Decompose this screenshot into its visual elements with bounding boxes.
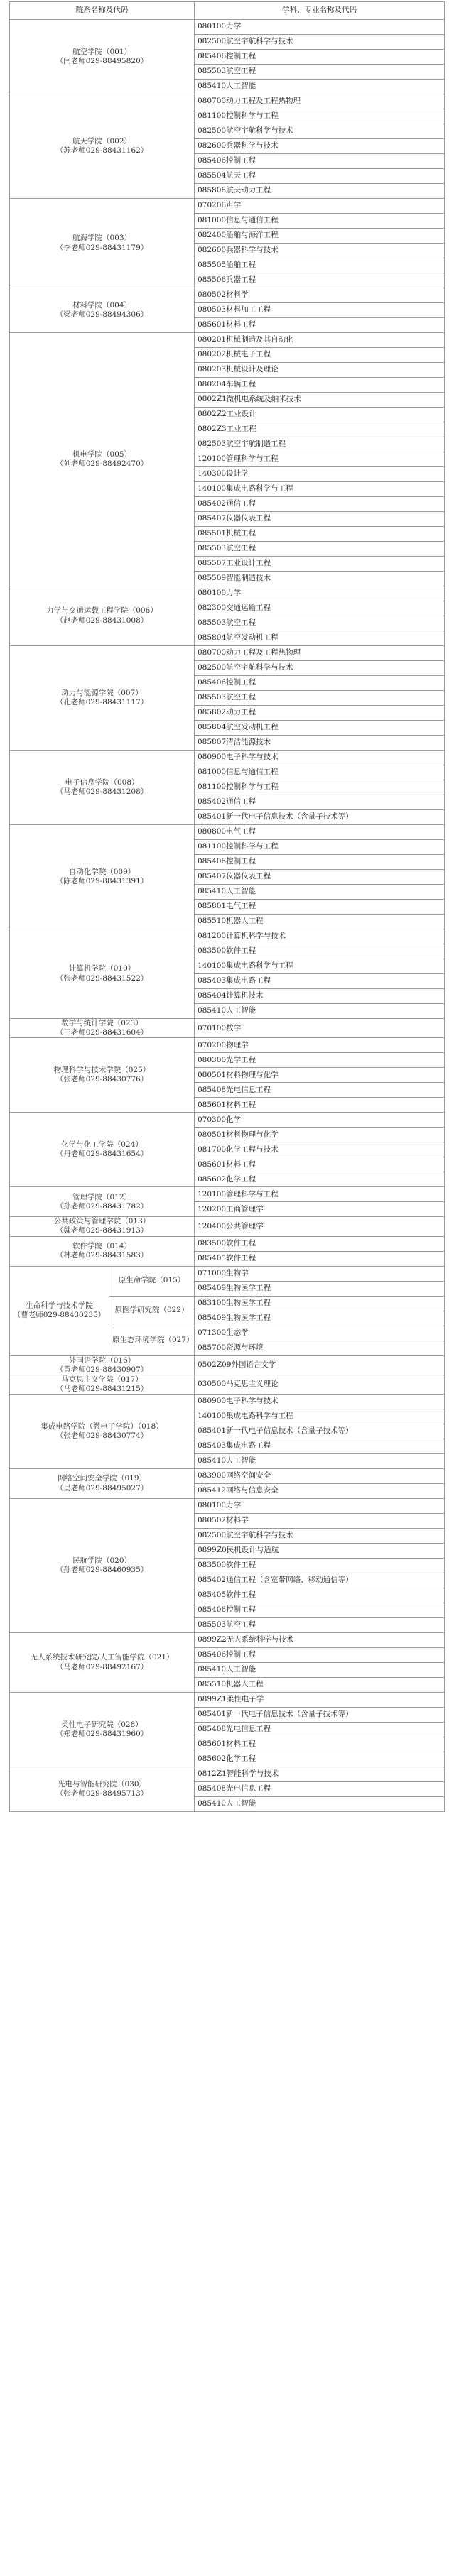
- department-cell: [10, 751, 195, 825]
- department-contact: （梁老师029-88494306）: [55, 310, 148, 319]
- department-cell: [10, 288, 195, 333]
- major-cell: 070206声学: [195, 199, 445, 214]
- table-row: [10, 1375, 445, 1394]
- header-department: 院系名称及代码: [10, 2, 195, 20]
- major-cell: 085602化学工程: [195, 1752, 445, 1767]
- department-name: 马克思主义学院（017）: [61, 1375, 143, 1384]
- table-row: [10, 288, 445, 303]
- major-cell: 085402通信工程（含宽带网络、移动通信等）: [195, 1573, 445, 1588]
- department-name: 计算机学院（010）: [68, 964, 136, 973]
- major-cell: 085404计算机技术: [195, 989, 445, 1004]
- department-cell: [10, 646, 195, 751]
- table-row: [10, 1633, 445, 1648]
- department-cell: [10, 199, 195, 288]
- department-cell: [10, 1019, 195, 1038]
- department-contact: （孙老师029-88431782）: [55, 1201, 148, 1211]
- header-major: 学科、专业名称及代码: [195, 2, 445, 20]
- major-cell: 085407仪器仪表工程: [195, 870, 445, 885]
- table-row: [10, 1469, 445, 1484]
- major-cell: 030500马克思主义理论: [195, 1375, 445, 1394]
- department-name: 航海学院（003）: [72, 234, 132, 243]
- major-cell: 080100力学: [195, 20, 445, 35]
- major-cell: 080501材料物理与化学: [195, 1068, 445, 1083]
- department-cell: [10, 94, 195, 199]
- major-cell: 085403集成电路工程: [195, 1439, 445, 1454]
- major-cell: 081100控制科学与工程: [195, 780, 445, 795]
- table-row: [10, 586, 445, 601]
- major-cell: 0502Z09外国语言文学: [195, 1355, 445, 1375]
- department-cell: [10, 333, 195, 586]
- major-cell: 085401新一代电子信息技术（含量子技术等）: [195, 1708, 445, 1723]
- table-row: [10, 333, 445, 348]
- major-cell: 080503材料加工工程: [195, 303, 445, 318]
- major-cell: 081000信息与通信工程: [195, 765, 445, 780]
- department-contact: （马老师029-88431215）: [55, 1384, 148, 1393]
- table-row: [10, 1266, 445, 1281]
- major-cell: 082503航空宇航制造工程: [195, 437, 445, 452]
- major-cell: 085408光电信息工程: [195, 1083, 445, 1098]
- table-row: [10, 1236, 445, 1251]
- department-cell: [10, 1113, 195, 1187]
- major-cell: 085503航空工程: [195, 542, 445, 557]
- major-cell: 0802Z1微机电系统及纳米技术: [195, 393, 445, 408]
- major-cell: 083500软件工程: [195, 1236, 445, 1251]
- major-cell: 085402通信工程: [195, 497, 445, 512]
- department-name: 动力与能源学院（007）: [61, 688, 143, 697]
- major-cell: 085506兵器工程: [195, 273, 445, 288]
- major-cell: 085408光电信息工程: [195, 1782, 445, 1797]
- major-cell: 085410人工智能: [195, 1663, 445, 1678]
- major-cell: 081700化学工程与技术: [195, 1142, 445, 1157]
- department-contact: （郑老师029-88431960）: [55, 1730, 148, 1738]
- department-name: 集成电路学院（微电子学院）（018）: [40, 1421, 163, 1431]
- department-name: 电子信息学院（008）: [65, 777, 139, 787]
- major-cell: 071300生态学: [195, 1326, 445, 1341]
- department-cell: [10, 1187, 195, 1217]
- department-cell: [10, 1693, 195, 1767]
- major-cell: 080501材料物理与化学: [195, 1128, 445, 1142]
- major-cell: 085401新一代电子信息技术（含量子技术等）: [195, 1424, 445, 1439]
- table-header-row: [10, 2, 445, 20]
- major-cell: 085503航空工程: [195, 1618, 445, 1633]
- major-cell: 083500软件工程: [195, 944, 445, 959]
- major-cell: 080800电气工程: [195, 825, 445, 840]
- department-name: 公共政策与管理学院（013）: [53, 1217, 151, 1226]
- major-cell: 085412网络与信息安全: [195, 1484, 445, 1499]
- table-row: [10, 1693, 445, 1708]
- major-cell: 070200物理学: [195, 1038, 445, 1053]
- department-name: 无人系统技术研究院/人工智能学院（021）: [30, 1653, 174, 1662]
- major-cell: 080100力学: [195, 586, 445, 601]
- major-cell: 085405软件工程: [195, 1588, 445, 1603]
- major-cell: 140100集成电路科学与工程: [195, 482, 445, 497]
- department-cell: [10, 1217, 195, 1236]
- major-cell: 071000生物学: [195, 1266, 445, 1281]
- department-name: 柔性电子研究院（028）: [61, 1720, 143, 1729]
- major-cell: 070100数学: [195, 1019, 445, 1038]
- major-cell: 082600兵器科学与技术: [195, 244, 445, 258]
- department-name: 材料学院（004）: [72, 300, 132, 310]
- department-contact: （闫老师029-88495820）: [55, 57, 148, 65]
- department-contact: （魏老师029-88431913）: [55, 1226, 148, 1235]
- major-cell: 082300交通运输工程: [195, 601, 445, 616]
- major-cell: 082600兵器科学与技术: [195, 139, 445, 154]
- major-cell: 085406控制工程: [195, 50, 445, 65]
- table-row: [10, 1019, 445, 1038]
- department-name: 航空学院（001）: [72, 47, 132, 56]
- major-cell: 070300化学: [195, 1113, 445, 1128]
- major-cell: 0899Z1柔性电子学: [195, 1693, 445, 1708]
- major-cell: 083100生物医学工程: [195, 1296, 445, 1311]
- department-contact: （张老师029-88430776）: [55, 1075, 148, 1084]
- major-cell: 085403集成电路工程: [195, 974, 445, 989]
- table-row: [10, 199, 445, 214]
- major-cell: 085510机器人工程: [195, 1678, 445, 1693]
- major-cell: 0812Z1智能科学与技术: [195, 1767, 445, 1782]
- major-cell: 120400公共管理学: [195, 1217, 445, 1236]
- department-name: 民航学院（020）: [72, 1556, 132, 1565]
- major-cell: 081000信息与通信工程: [195, 214, 445, 229]
- department-name: 机电学院（005）: [72, 449, 132, 459]
- major-cell: 085602化学工程: [195, 1172, 445, 1187]
- department-contact: （张老师029-88430774）: [55, 1431, 148, 1440]
- department-contact: （丹老师029-88431654）: [55, 1150, 148, 1159]
- department-contact: （张老师029-88495713）: [55, 1789, 148, 1798]
- major-cell: 085503航空工程: [195, 691, 445, 706]
- major-cell: 085406控制工程: [195, 1648, 445, 1663]
- major-cell: 080700动力工程及工程热物理: [195, 646, 445, 661]
- department-contact: （吴老师029-88495027）: [55, 1483, 148, 1492]
- department-name: 物理科学与技术学院（025）: [53, 1066, 151, 1075]
- department-cell: [10, 1395, 195, 1469]
- major-cell: 080300光学工程: [195, 1053, 445, 1068]
- major-cell: 120100管理科学与工程: [195, 1187, 445, 1202]
- major-cell: 085807清洁能源技术: [195, 736, 445, 751]
- major-cell: 085410人工智能: [195, 1004, 445, 1019]
- major-cell: 085505船舶工程: [195, 258, 445, 273]
- major-cell: 140100集成电路科学与工程: [195, 959, 445, 974]
- department-cell: [10, 1469, 195, 1499]
- major-cell: 0899Z2无人系统科学与技术: [195, 1633, 445, 1648]
- department-contact: （马老师029-88492167）: [55, 1662, 148, 1671]
- department-cell: [10, 825, 195, 929]
- department-cell: [10, 1767, 195, 1812]
- major-cell: 085601材料工程: [195, 1157, 445, 1172]
- department-name: 外国语学院（016）: [68, 1355, 136, 1365]
- department-cell: [10, 1266, 109, 1355]
- major-cell: 085601材料工程: [195, 1737, 445, 1752]
- department-cell: [10, 20, 195, 94]
- major-cell: 081100控制科学与工程: [195, 109, 445, 124]
- department-name: 生命科学与技术学院: [26, 1301, 93, 1310]
- department-name: 管理学院（012）: [72, 1192, 132, 1201]
- major-cell: 080100力学: [195, 1499, 445, 1514]
- major-cell: 085501机械工程: [195, 527, 445, 542]
- majors-table: [9, 1, 445, 1812]
- table-row: [10, 1187, 445, 1202]
- major-cell: 085601材料工程: [195, 318, 445, 333]
- department-contact: （曹老师029-88430235）: [13, 1311, 106, 1319]
- major-cell: 080203机械设计及理论: [195, 363, 445, 378]
- major-cell: 085504航天工程: [195, 169, 445, 184]
- department-name: 航天学院（002）: [72, 136, 132, 146]
- department-cell: [10, 1499, 195, 1633]
- table-row: [10, 1499, 445, 1514]
- department-contact: （孔老师029-88431117）: [55, 698, 148, 706]
- table-row: [10, 929, 445, 944]
- major-cell: 085410人工智能: [195, 80, 445, 94]
- department-contact: （王老师029-88431604）: [55, 1028, 148, 1037]
- major-cell: 083900网络空间安全: [195, 1469, 445, 1484]
- department-name: 网络空间安全学院（019）: [57, 1474, 147, 1483]
- sub-institute-cell: 原生命学院（015）: [109, 1266, 195, 1296]
- major-cell: 085409生物医学工程: [195, 1311, 445, 1326]
- major-cell: 083500软件工程: [195, 1559, 445, 1573]
- major-cell: 085804航空发动机工程: [195, 721, 445, 736]
- table-row: [10, 751, 445, 765]
- department-contact: （刘老师029-88492470）: [55, 459, 148, 468]
- department-contact: （黄老师029-88430907）: [55, 1365, 148, 1374]
- major-cell: 080502材料学: [195, 1514, 445, 1529]
- table-row: [10, 1038, 445, 1053]
- major-cell: 080900电子科学与技术: [195, 1395, 445, 1409]
- table-row: [10, 825, 445, 840]
- department-name: 力学与交通运载工程学院（006）: [46, 606, 158, 616]
- department-cell: [10, 586, 195, 646]
- major-cell: 085700资源与环境: [195, 1341, 445, 1355]
- major-cell: 085802动力工程: [195, 706, 445, 721]
- department-name: 光电与智能研究院（030）: [57, 1779, 147, 1789]
- table-row: [10, 1113, 445, 1128]
- major-cell: 082500航空宇航科学与技术: [195, 35, 445, 50]
- major-cell: 080204车辆工程: [195, 378, 445, 393]
- major-cell: 140300设计学: [195, 467, 445, 482]
- table-row: [10, 646, 445, 661]
- table-row: [10, 1217, 445, 1236]
- department-contact: （苏老师029-88431162）: [55, 146, 148, 155]
- major-cell: 080202机械电子工程: [195, 348, 445, 363]
- major-cell: 081100控制科学与工程: [195, 840, 445, 855]
- major-cell: 085406控制工程: [195, 154, 445, 169]
- major-cell: 082500航空宇航科学与技术: [195, 661, 445, 676]
- major-cell: 085408光电信息工程: [195, 1723, 445, 1737]
- table-row: [10, 1767, 445, 1782]
- major-cell: 085804航空发动机工程: [195, 631, 445, 646]
- major-cell: 082500航空宇航科学与技术: [195, 1529, 445, 1544]
- department-contact: （陈老师029-88431391）: [55, 877, 148, 885]
- department-cell: [10, 1236, 195, 1266]
- major-cell: 085410人工智能: [195, 1454, 445, 1469]
- major-cell: 085503航空工程: [195, 616, 445, 631]
- department-contact: （张老师029-88431522）: [55, 973, 148, 983]
- major-cell: 082400船舶与海洋工程: [195, 229, 445, 244]
- sub-institute-cell: 原医学研究院（022）: [109, 1296, 195, 1326]
- major-cell: 085503航空工程: [195, 65, 445, 80]
- major-cell: 085801电气工程: [195, 900, 445, 915]
- department-name: 数学与统计学院（023）: [61, 1019, 143, 1027]
- major-cell: 085406控制工程: [195, 676, 445, 691]
- department-contact: （赵老师029-88431008）: [55, 616, 148, 625]
- major-cell: 0899Z0民机设计与适航: [195, 1544, 445, 1559]
- department-contact: （李老师029-88431179）: [55, 243, 148, 252]
- major-cell: 085401新一代电子信息技术（含量子技术等）: [195, 810, 445, 825]
- major-cell: 080700动力工程及工程热物理: [195, 94, 445, 109]
- sub-institute-cell: 原生态环境学院（027）: [109, 1326, 195, 1355]
- major-cell: 085405软件工程: [195, 1251, 445, 1266]
- major-cell: 0802Z3工业工程: [195, 422, 445, 437]
- department-cell: [10, 929, 195, 1019]
- major-cell: 0802Z2工业设计: [195, 408, 445, 422]
- table-row: [10, 1355, 445, 1375]
- department-cell: [10, 1038, 195, 1113]
- major-cell: 085507工业设计工程: [195, 557, 445, 572]
- major-cell: 085407仪器仪表工程: [195, 512, 445, 527]
- major-cell: 085402通信工程: [195, 795, 445, 810]
- department-name: 自动化学院（009）: [68, 867, 136, 876]
- major-cell: 082500航空宇航科学与技术: [195, 124, 445, 139]
- department-name: 化学与化工学院（024）: [61, 1140, 143, 1150]
- major-cell: 120100管理科学与工程: [195, 452, 445, 467]
- department-contact: （孙老师029-88460935）: [55, 1566, 148, 1574]
- department-cell: [10, 1355, 195, 1375]
- major-cell: 085406控制工程: [195, 855, 445, 870]
- major-cell: 120200工商管理学: [195, 1202, 445, 1217]
- major-cell: 085406控制工程: [195, 1603, 445, 1618]
- major-cell: 080900电子科学与技术: [195, 751, 445, 765]
- table-row: [10, 20, 445, 35]
- major-cell: 085510机器人工程: [195, 915, 445, 929]
- table-row: [10, 1395, 445, 1409]
- major-cell: 085409生物医学工程: [195, 1281, 445, 1296]
- department-cell: [10, 1375, 195, 1394]
- department-contact: （马老师029-88431208）: [55, 787, 148, 796]
- major-cell: 085601材料工程: [195, 1098, 445, 1113]
- major-cell: 085410人工智能: [195, 885, 445, 900]
- table-row: [10, 94, 445, 109]
- major-cell: 080201机械制造及其自动化: [195, 333, 445, 348]
- major-cell: 085509智能制造技术: [195, 572, 445, 586]
- department-name: 软件学院（014）: [72, 1241, 132, 1250]
- department-contact: （林老师029-88431583）: [55, 1251, 148, 1260]
- major-cell: 080502材料学: [195, 288, 445, 303]
- department-cell: [10, 1633, 195, 1693]
- major-cell: 085806航天动力工程: [195, 184, 445, 199]
- major-cell: 140100集成电路科学与工程: [195, 1409, 445, 1424]
- major-cell: 085410人工智能: [195, 1797, 445, 1812]
- major-cell: 081200计算机科学与技术: [195, 929, 445, 944]
